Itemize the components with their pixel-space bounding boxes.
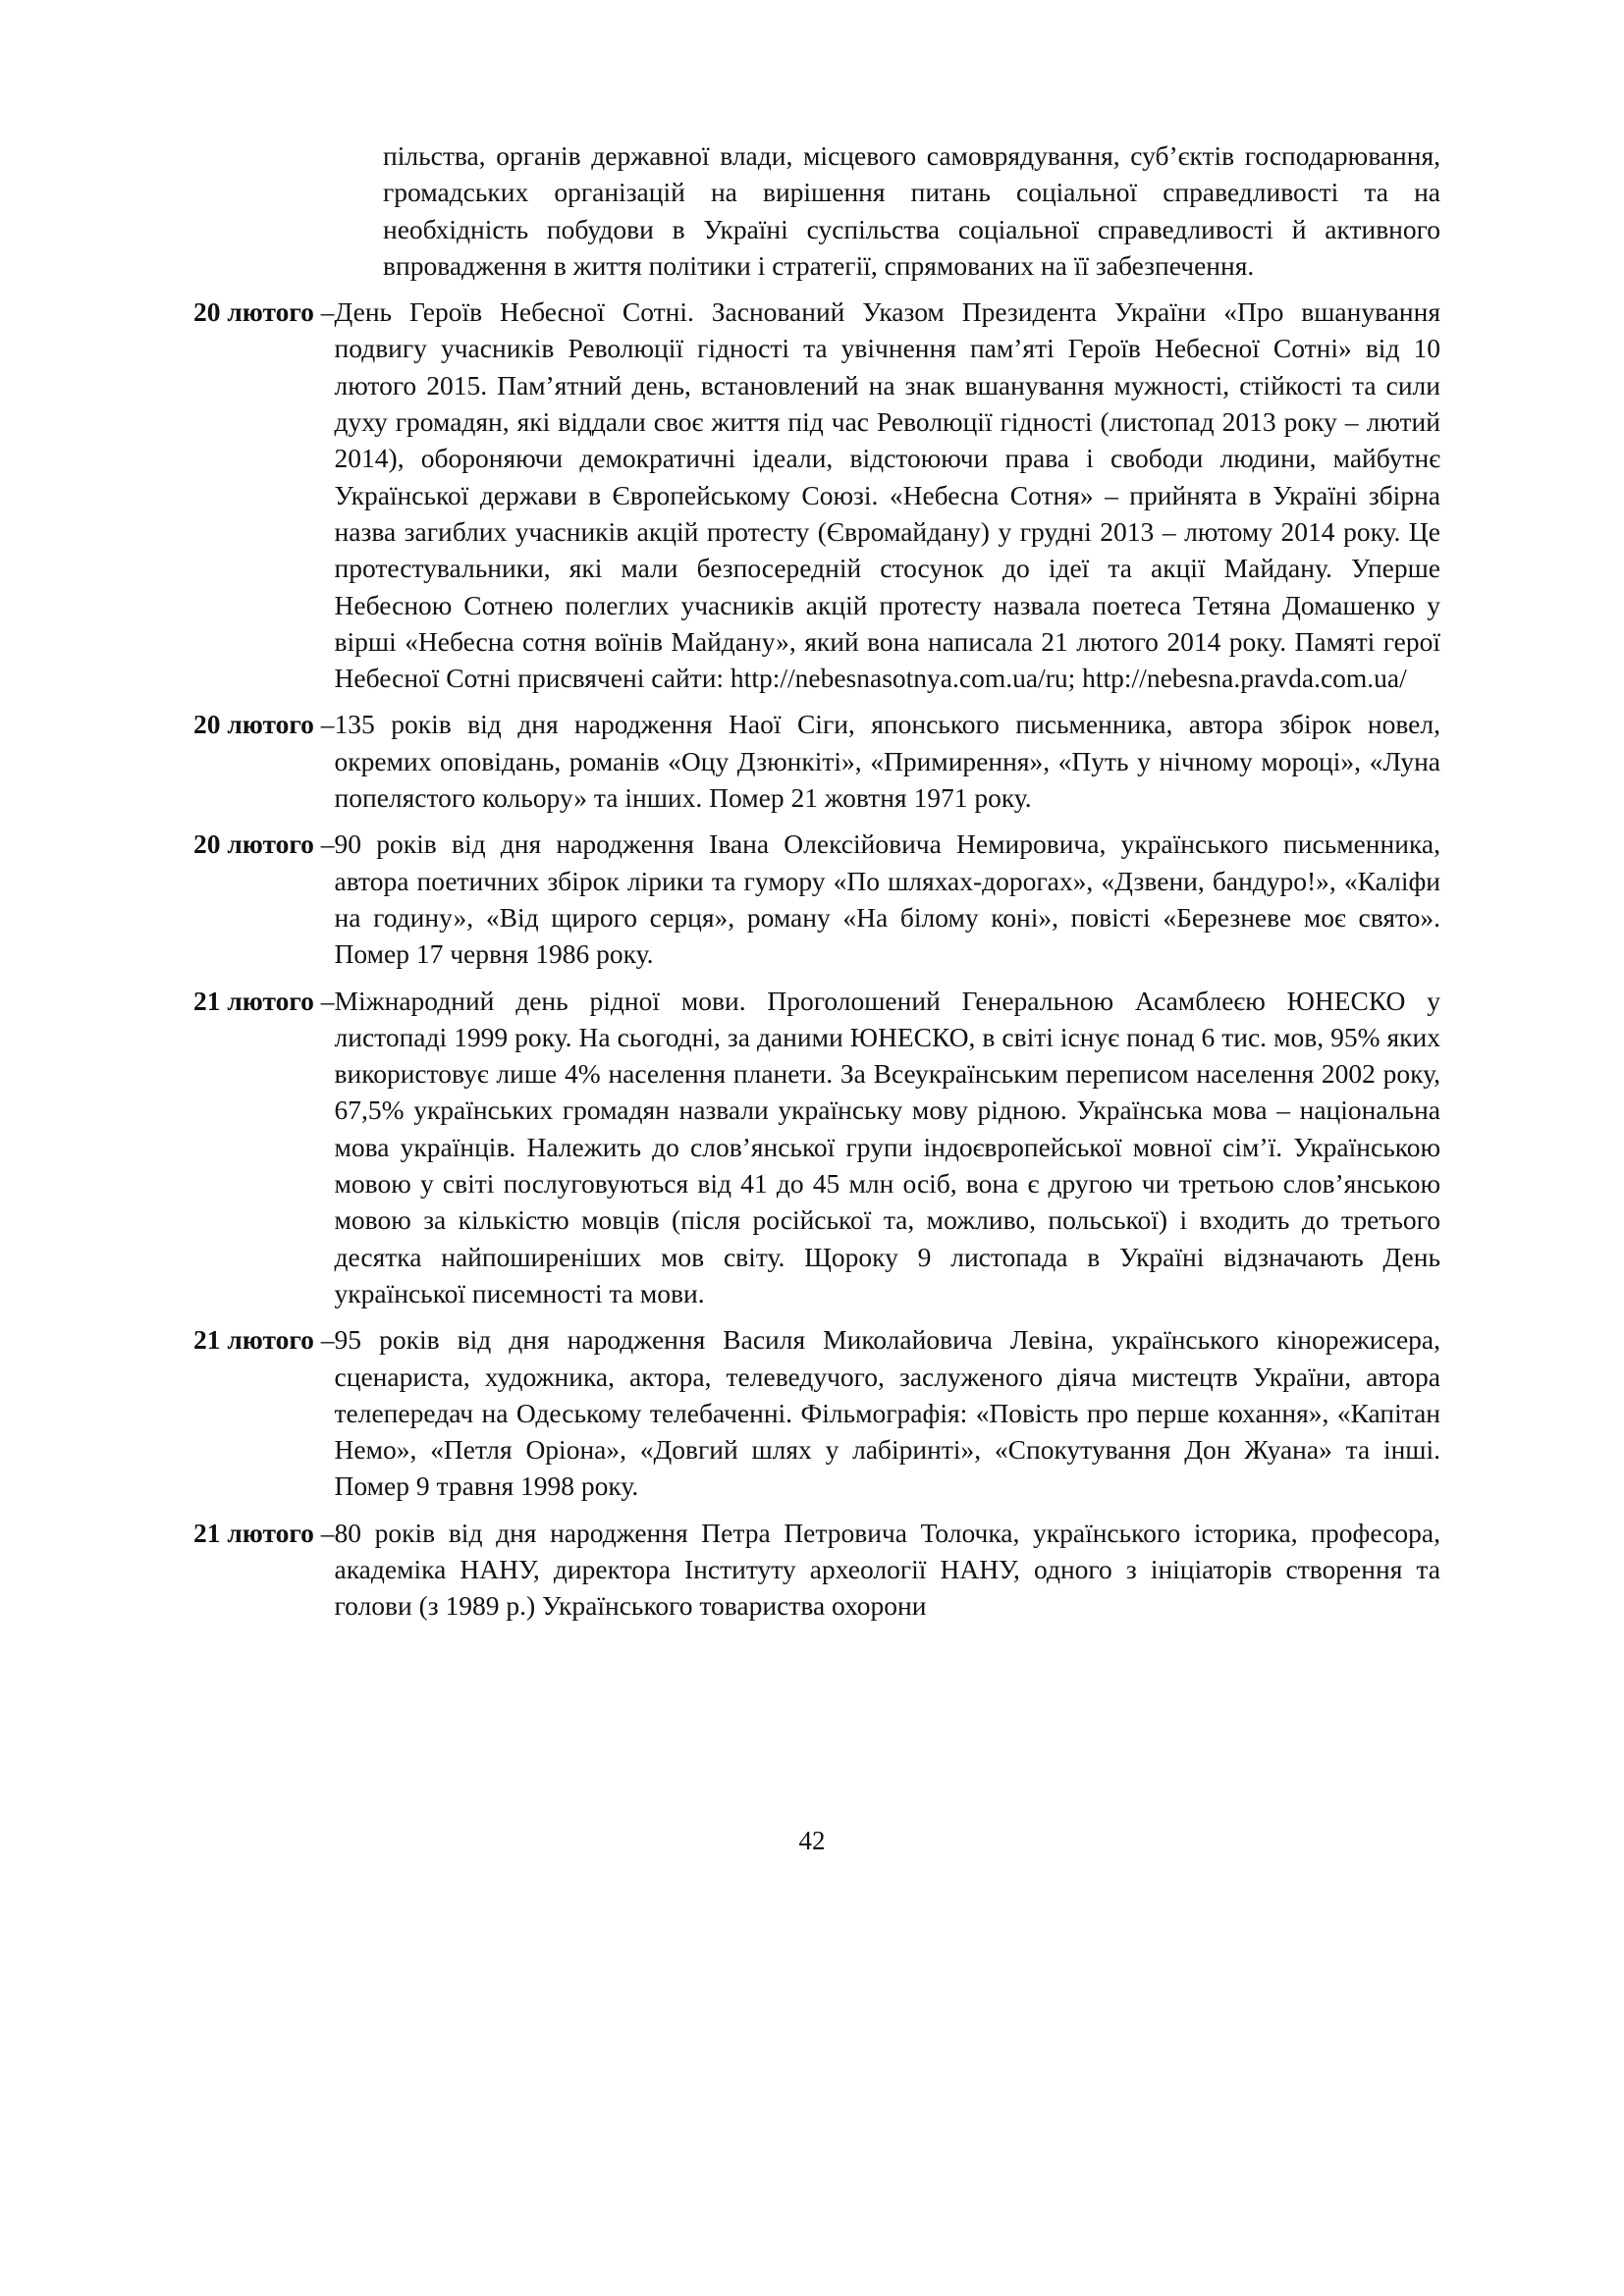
entry-head bbox=[193, 826, 335, 972]
entry-head bbox=[193, 983, 335, 1312]
calendar-entry bbox=[193, 1515, 1440, 1625]
calendar-entry bbox=[193, 294, 1440, 696]
entry-date: 21 лютого bbox=[193, 1324, 314, 1356]
entry-date: 20 лютого bbox=[193, 296, 314, 328]
page-content bbox=[193, 137, 1440, 1634]
page-number: 42 bbox=[798, 1826, 826, 1855]
entry-text: 80 років від дня народження Петра Петровича Толочка, українського історика, професора, академіка НАНУ, директора Інституту археології НАНУ, одного з ініціаторів створення та голови (з 1989 р.) Українського товариства охорони bbox=[334, 1517, 1440, 1622]
entry-text: 90 років від дня народження Івана Олексійовича Немировича, українського письменника, автора поетичних збірок лірики та гумору «По шляхах-дорогах», «Дзвени, бандуро!», «Каліфи на годину», «Від щирого серця», роману «На білому коні», повісті «Березневе моє свято». Помер 17 червня 1986 року. bbox=[334, 828, 1440, 970]
entry-text: 135 років від дня народження Наої Сіги, японського письменника, автора збірок новел, окремих оповідань, романів «Оцу Дзюнкіті», «Примирення», «Путь у нічному мороці», «Луна попелястого кольору» та інших. Помер 21 жовтня 1971 року. bbox=[334, 709, 1440, 814]
entry-head bbox=[193, 1321, 335, 1504]
calendar-entry bbox=[193, 983, 1440, 1312]
entry-dash: – bbox=[313, 709, 335, 740]
entry-dash: – bbox=[313, 985, 335, 1016]
entry-head bbox=[193, 1515, 335, 1625]
entry-dash: – bbox=[313, 296, 335, 328]
calendar-entry bbox=[193, 1321, 1440, 1504]
calendar-entry bbox=[193, 706, 1440, 816]
continuation-paragraph: пільства, органів державної влади, місцевого самоврядування, суб’єктів господарювання, громадських організацій на вирішення питань соціальної справедливості та на необхідність побудови в Україні суспільства соціальної справедливості й активного впровадження в життя політики і стратегії, спрямованих на її забезпечення. bbox=[383, 140, 1440, 281]
entry-text: 95 років від дня народження Василя Миколайовича Левіна, українського кінорежисера, сценариста, художника, актора, телеведучого, заслуженого діяча мистецтв України, автора телепередач на Одеському телебаченні. Фільмографія: «Повість про перше кохання», «Капітан Немо», «Петля Оріона», «Довгий шлях у лабіринті», «Спокутування Дон Жуана» та інші. Помер 9 травня 1998 року. bbox=[334, 1324, 1440, 1502]
entry-date: 21 лютого bbox=[193, 1517, 314, 1548]
entry-date: 21 лютого bbox=[193, 985, 314, 1016]
entry-text: День Героїв Небесної Сотні. Заснований Указом Президента України «Про вшанування подвигу учасників Революції гідності та увічнення пам’яті Героїв Небесної Сотні» від 10 лютого 2015. Пам’ятний день, встановлений на знак вшанування мужності, стійкості та сили духу громадян, які віддали своє життя під час Революції гідності (листопад 2013 року – лютий 2014), обороняючи демократичні ідеали, відстоюючи права і свободи людини, майбутнє Української держави в Європейському Союзі. «Небесна Сотня» – прийнята в Україні збірна назва загиблих учасників акцій протесту (Євромайдану) у грудні 2013 – лютому 2014 року. Це протестувальники, які мали безпосередній стосунок до ідеї та акції Майдану. Уперше Небесною Сотнею полеглих учасників акцій протесту назвала поетеса Тетяна Домашенко у вірші «Небесна сотня воїнів Майдану», який вона написала 21 лютого 2014 року. Памяті герої Небесної Сотні присвячені сайти: http://nebesnasotnya.com.ua/ru; http://nebesna.pravda.com.ua/ bbox=[334, 296, 1440, 694]
entry-dash: – bbox=[313, 828, 335, 860]
entry-date: 20 лютого bbox=[193, 709, 314, 740]
entry-dash: – bbox=[313, 1517, 335, 1548]
entry-dash: – bbox=[313, 1324, 335, 1356]
entry-head bbox=[193, 294, 335, 696]
entry-text: Міжнародний день рідної мови. Проголошений Генеральною Асамблеєю ЮНЕСКО у листопаді 1999 року. На сьогодні, за даними ЮНЕСКО, в світі існує понад 6 тис. мов, 95% яких використовує лише 4% населення планети. За Всеукраїнським переписом населення 2002 року, 67,5% українських громадян назвали українську мову рідною. Українська мова – національна мова українців. Належить до слов’янської групи індоєвропейської мовної сім’ї. Українською мовою у світі послуговуються від 41 до 45 млн осіб, вона є другою чи третьою слов’янською мовою за кількістю мовців (після російської та, можливо, польської) і входить до третього десятка найпоширеніших мов світу. Щороку 9 листопада в Україні відзначають День української писемності та мови. bbox=[334, 985, 1440, 1308]
calendar-entry bbox=[193, 826, 1440, 972]
entry-head bbox=[193, 706, 335, 816]
entry-date: 20 лютого bbox=[193, 828, 314, 860]
